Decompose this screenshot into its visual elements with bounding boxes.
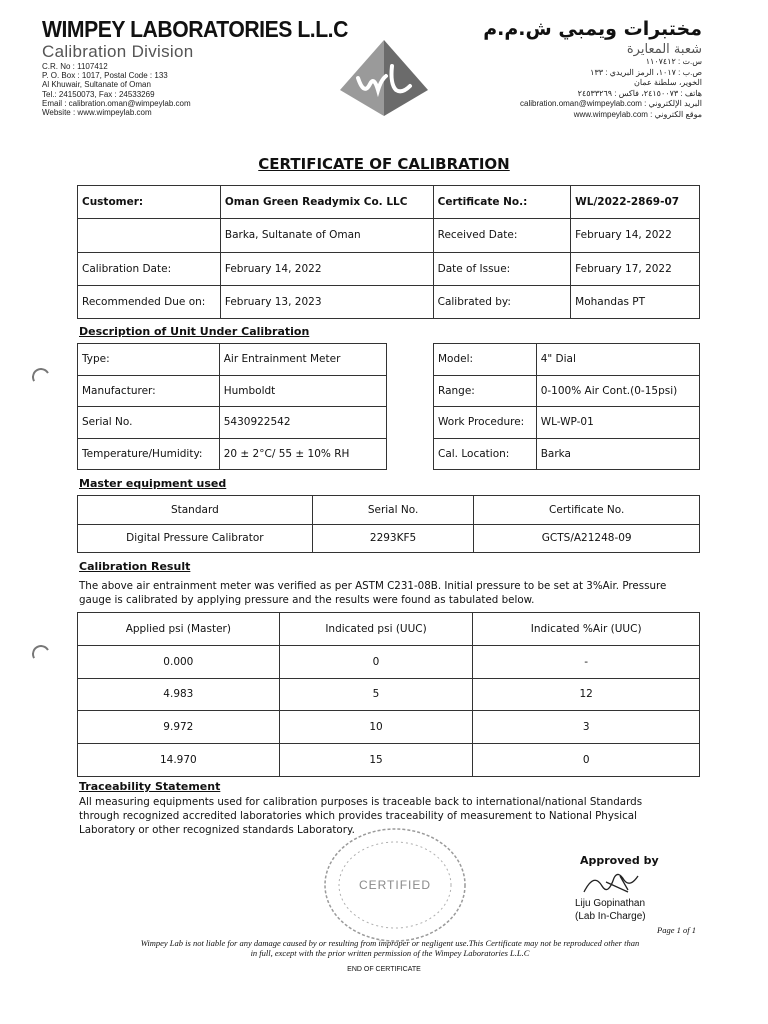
punch-hole bbox=[30, 643, 52, 665]
traceability-line: All measuring equipments used for calibration purposes is traceable back to international/national Standards bbox=[79, 796, 643, 808]
unit-description-heading: Description of Unit Under Calibration bbox=[79, 325, 310, 338]
address: Al Khuwair, Sultanate of Oman bbox=[42, 80, 151, 90]
table-row bbox=[78, 252, 700, 285]
unit-left-table bbox=[77, 343, 387, 470]
calibration-date-value: February 14, 2022 bbox=[220, 252, 433, 285]
table-row bbox=[78, 524, 700, 553]
table-cell: 15 bbox=[279, 744, 473, 777]
division-name: Calibration Division bbox=[42, 42, 194, 61]
empty-cell bbox=[78, 219, 221, 252]
table-row bbox=[434, 375, 700, 407]
result-text-line: The above air entrainment meter was verified as per ASTM C231-08B. Initial pressure to be set at 3%Air. Pressure bbox=[79, 580, 667, 592]
model-value: 4" Dial bbox=[536, 344, 699, 376]
issue-date-value: February 17, 2022 bbox=[571, 252, 700, 285]
table-row bbox=[78, 285, 700, 318]
table-cell: 3 bbox=[473, 711, 700, 744]
issue-date-label: Date of Issue: bbox=[433, 252, 571, 285]
table-row bbox=[78, 407, 387, 439]
traceability-line: Laboratory or other recognized standards Laboratory. bbox=[79, 824, 355, 836]
company-logo bbox=[336, 38, 432, 118]
work-procedure-label: Work Procedure: bbox=[434, 407, 537, 439]
received-date-label: Received Date: bbox=[433, 219, 571, 252]
email-arabic: calibration.oman@wimpeylab.com : البريد الإلكتروني bbox=[520, 99, 702, 108]
table-cell: 2293KF5 bbox=[312, 524, 474, 553]
table-row bbox=[78, 678, 700, 711]
column-header: Standard bbox=[78, 496, 313, 525]
address-arabic: الخوير، سلطنة عمان bbox=[634, 78, 702, 87]
calibration-result-table bbox=[77, 612, 700, 777]
table-cell: 0 bbox=[473, 744, 700, 777]
table-cell: GCTS/A21248-09 bbox=[474, 524, 700, 553]
range-label: Range: bbox=[434, 375, 537, 407]
pyramid-logo-icon bbox=[336, 38, 432, 118]
po-box-arabic: ص.ب : ١٠١٧، الرمز البريدي : ١٣٣ bbox=[590, 67, 702, 77]
website: Website : www.wimpeylab.com bbox=[42, 108, 152, 118]
footer-disclaimer bbox=[40, 938, 740, 958]
serial-value: 5430922542 bbox=[219, 407, 386, 439]
table-cell: 14.970 bbox=[78, 744, 280, 777]
calibration-result-text bbox=[79, 579, 709, 607]
table-header-row bbox=[78, 496, 700, 525]
unit-right-table bbox=[433, 343, 700, 470]
certificate-title: CERTIFICATE OF CALIBRATION bbox=[258, 155, 510, 173]
column-header: Indicated psi (UUC) bbox=[279, 613, 473, 646]
table-cell: 10 bbox=[279, 711, 473, 744]
page-number: Page 1 of 1 bbox=[657, 925, 696, 935]
stamp-text: CERTIFIED bbox=[358, 878, 432, 892]
calibration-date-label: Calibration Date: bbox=[78, 252, 221, 285]
customer-value: Oman Green Readymix Co. LLC bbox=[220, 186, 433, 219]
table-header-row bbox=[78, 613, 700, 646]
approved-by-label: Approved by bbox=[580, 854, 659, 867]
column-header: Indicated %Air (UUC) bbox=[473, 613, 700, 646]
company-name-arabic: مختبرات ويمبي ش.م.م bbox=[483, 18, 702, 40]
serial-label: Serial No. bbox=[78, 407, 220, 439]
master-equipment-table bbox=[77, 495, 700, 553]
approver-block bbox=[575, 897, 646, 923]
contact-block bbox=[42, 62, 342, 117]
table-row bbox=[78, 744, 700, 777]
range-value: 0-100% Air Cont.(0-15psi) bbox=[536, 375, 699, 407]
cr-number: C.R. No : 1107412 bbox=[42, 62, 108, 71]
customer-label: Customer: bbox=[78, 186, 221, 219]
column-header: Serial No. bbox=[312, 496, 474, 525]
table-row bbox=[434, 344, 700, 376]
table-row bbox=[78, 438, 387, 470]
table-row bbox=[78, 344, 387, 376]
traceability-heading: Traceability Statement bbox=[79, 780, 221, 793]
model-label: Model: bbox=[434, 344, 537, 376]
certificate-number-label: Certificate No.: bbox=[433, 186, 571, 219]
end-of-certificate: END OF CERTIFICATE bbox=[347, 966, 421, 973]
certificate-number-value: WL/2022-2869-07 bbox=[571, 186, 700, 219]
type-value: Air Entrainment Meter bbox=[219, 344, 386, 376]
table-cell: 12 bbox=[473, 678, 700, 711]
header-left bbox=[42, 16, 348, 118]
temperature-humidity-label: Temperature/Humidity: bbox=[78, 438, 220, 470]
tel-fax-arabic: هاتف : ٢٤١٥٠٠٧٣، فاكس : ٢٤٥٣٣٢٦٩ bbox=[577, 88, 702, 98]
certificate-info-table bbox=[77, 185, 700, 319]
punch-hole bbox=[30, 366, 52, 388]
cal-location-value: Barka bbox=[536, 438, 699, 470]
table-row bbox=[78, 711, 700, 744]
company-name: WIMPEY LABORATORIES L.L.C bbox=[42, 16, 348, 42]
table-cell: - bbox=[473, 645, 700, 678]
table-cell: 5 bbox=[279, 678, 473, 711]
disclaimer-line: in full, except with the prior written permission of the Wimpey Laboratories L.L.C bbox=[250, 948, 530, 958]
work-procedure-value: WL-WP-01 bbox=[536, 407, 699, 439]
traceability-line: through recognized accredited laboratories which provides traceability of measurement to National Physical bbox=[79, 810, 637, 822]
calibration-result-heading: Calibration Result bbox=[79, 560, 191, 573]
table-row bbox=[434, 438, 700, 470]
table-row bbox=[78, 219, 700, 252]
type-label: Type: bbox=[78, 344, 220, 376]
po-box: P. O. Box : 1017, Postal Code : 133 bbox=[42, 71, 168, 81]
contact-block-arabic bbox=[442, 57, 702, 120]
table-row bbox=[78, 186, 700, 219]
email: Email : calibration.oman@wimpeylab.com bbox=[42, 98, 191, 108]
tel-fax: Tel.: 24150073, Fax : 24533269 bbox=[42, 89, 155, 99]
result-text-line: gauge is calibrated by applying pressure and the results were found as tabulated below. bbox=[79, 594, 535, 606]
due-date-value: February 13, 2023 bbox=[220, 285, 433, 318]
manufacturer-value: Humboldt bbox=[219, 375, 386, 407]
table-cell: 0.000 bbox=[78, 645, 280, 678]
calibrated-by-label: Calibrated by: bbox=[433, 285, 571, 318]
approver-name: Liju Gopinathan bbox=[575, 898, 646, 909]
table-cell: 0 bbox=[279, 645, 473, 678]
division-name-arabic: شعبة المعايرة bbox=[626, 42, 702, 57]
received-date-value: February 14, 2022 bbox=[571, 219, 700, 252]
website-arabic: www.wimpeylab.com : موقع الكتروني bbox=[573, 109, 702, 119]
header-right bbox=[442, 18, 702, 120]
table-row bbox=[78, 375, 387, 407]
disclaimer-line: Wimpey Lab is not liable for any damage caused by or resulting from improper or negligent use.This Certificate may not be reproduced other than bbox=[140, 938, 640, 948]
table-cell: 9.972 bbox=[78, 711, 280, 744]
certified-stamp bbox=[322, 826, 468, 944]
approver-role: (Lab In-Charge) bbox=[575, 911, 646, 922]
calibrated-by-value: Mohandas PT bbox=[571, 285, 700, 318]
column-header: Applied psi (Master) bbox=[78, 613, 280, 646]
cr-number-arabic: س.ت : ١١٠٧٤١٢ bbox=[645, 57, 702, 66]
column-header: Certificate No. bbox=[474, 496, 700, 525]
table-row bbox=[78, 645, 700, 678]
table-cell: Digital Pressure Calibrator bbox=[78, 524, 313, 553]
table-row bbox=[434, 407, 700, 439]
due-date-label: Recommended Due on: bbox=[78, 285, 221, 318]
manufacturer-label: Manufacturer: bbox=[78, 375, 220, 407]
temperature-humidity-value: 20 ± 2°C/ 55 ± 10% RH bbox=[219, 438, 386, 470]
table-cell: 4.983 bbox=[78, 678, 280, 711]
cal-location-label: Cal. Location: bbox=[434, 438, 537, 470]
customer-address: Barka, Sultanate of Oman bbox=[220, 219, 433, 252]
master-equipment-heading: Master equipment used bbox=[79, 477, 227, 490]
